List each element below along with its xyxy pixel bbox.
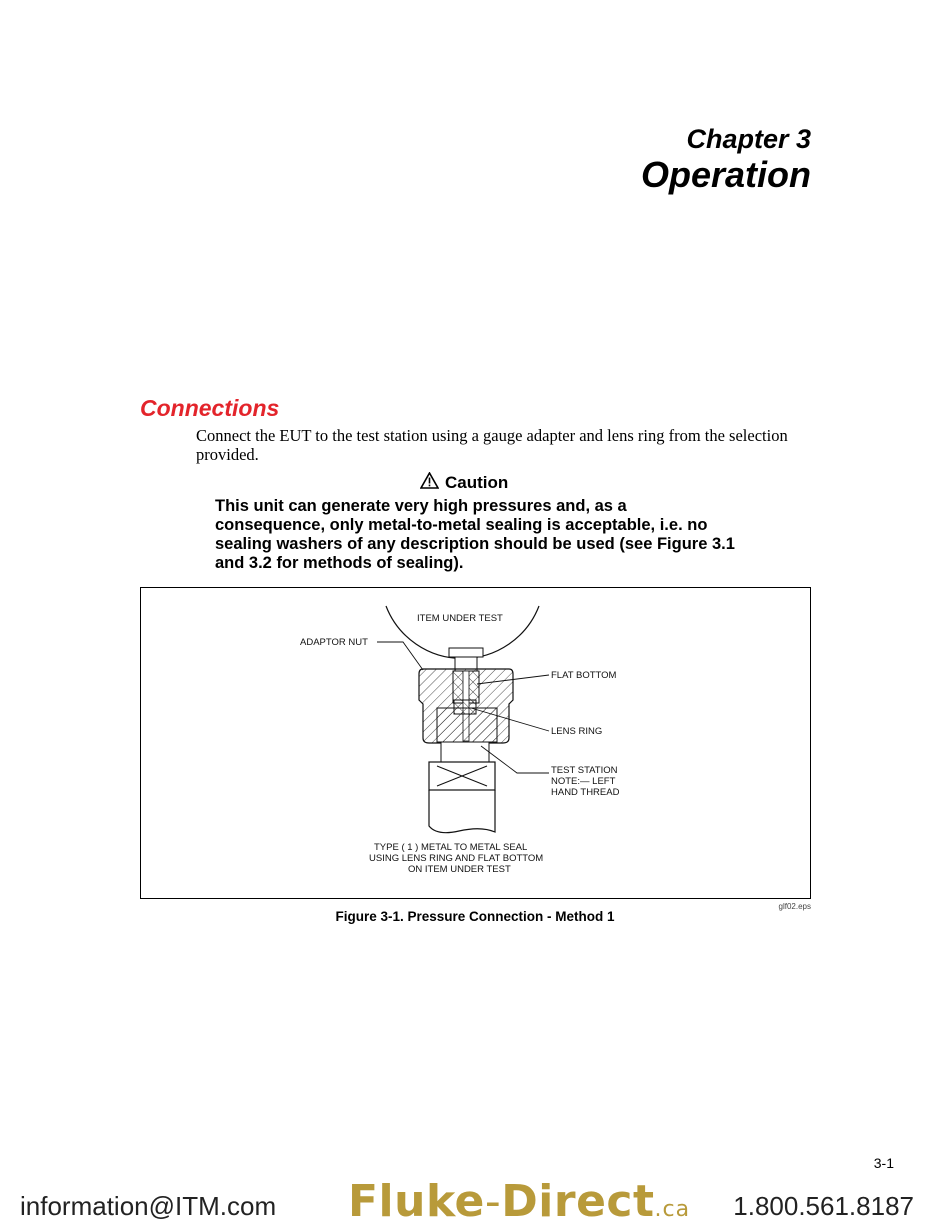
logo-part2: Direct [501,1176,655,1227]
figure-diagram [141,588,810,898]
warning-triangle-icon [420,472,439,494]
caution-title: Caution [445,473,509,492]
chapter-number: Chapter 3 [686,124,811,154]
footer-email[interactable]: information@ITM.com [20,1191,277,1221]
label-type-line1: TYPE ( 1 ) METAL TO METAL SEAL [374,842,528,853]
label-adaptor-nut: ADAPTOR NUT [300,637,368,648]
chapter-title: Operation [640,154,811,195]
label-lens-ring: LENS RING [551,726,603,737]
body-paragraph: Connect the EUT to the test station using a gauge adapter and lens ring from the selection provided. [196,426,788,464]
label-note-line2: HAND THREAD [551,787,620,798]
test-station-tube [429,790,495,833]
figure-filename: glf02.eps [778,902,811,911]
footer-phone[interactable]: 1.800.561.8187 [733,1191,914,1221]
page-number: 3-1 [873,1155,894,1171]
label-flat-bottom: FLAT BOTTOM [551,670,617,681]
label-note-line1: NOTE:— LEFT [551,776,616,787]
section-heading: Connections [140,395,280,421]
caution-heading [420,472,508,494]
label-type-line3: ON ITEM UNDER TEST [408,864,511,875]
label-item-under-test: ITEM UNDER TEST [417,613,503,624]
logo-dash: - [484,1176,502,1227]
figure-caption: Figure 3-1. Pressure Connection - Method 1 [335,909,615,924]
label-test-station: TEST STATION [551,765,618,776]
fluke-direct-logo [348,1176,690,1227]
caution-text: This unit can generate very high pressures and, as a consequence, only metal-to-metal sealing is acceptable, i.e. no sealing washers of any description should be used (see Figure 3.1 and 3.2 for methods of sealing). [215,497,735,572]
label-type-line2: USING LENS RING AND FLAT BOTTOM [369,853,544,864]
logo-part1: Fluke [348,1176,485,1227]
logo-suffix: .ca [654,1197,691,1222]
figure-pressure-connection [140,587,811,899]
